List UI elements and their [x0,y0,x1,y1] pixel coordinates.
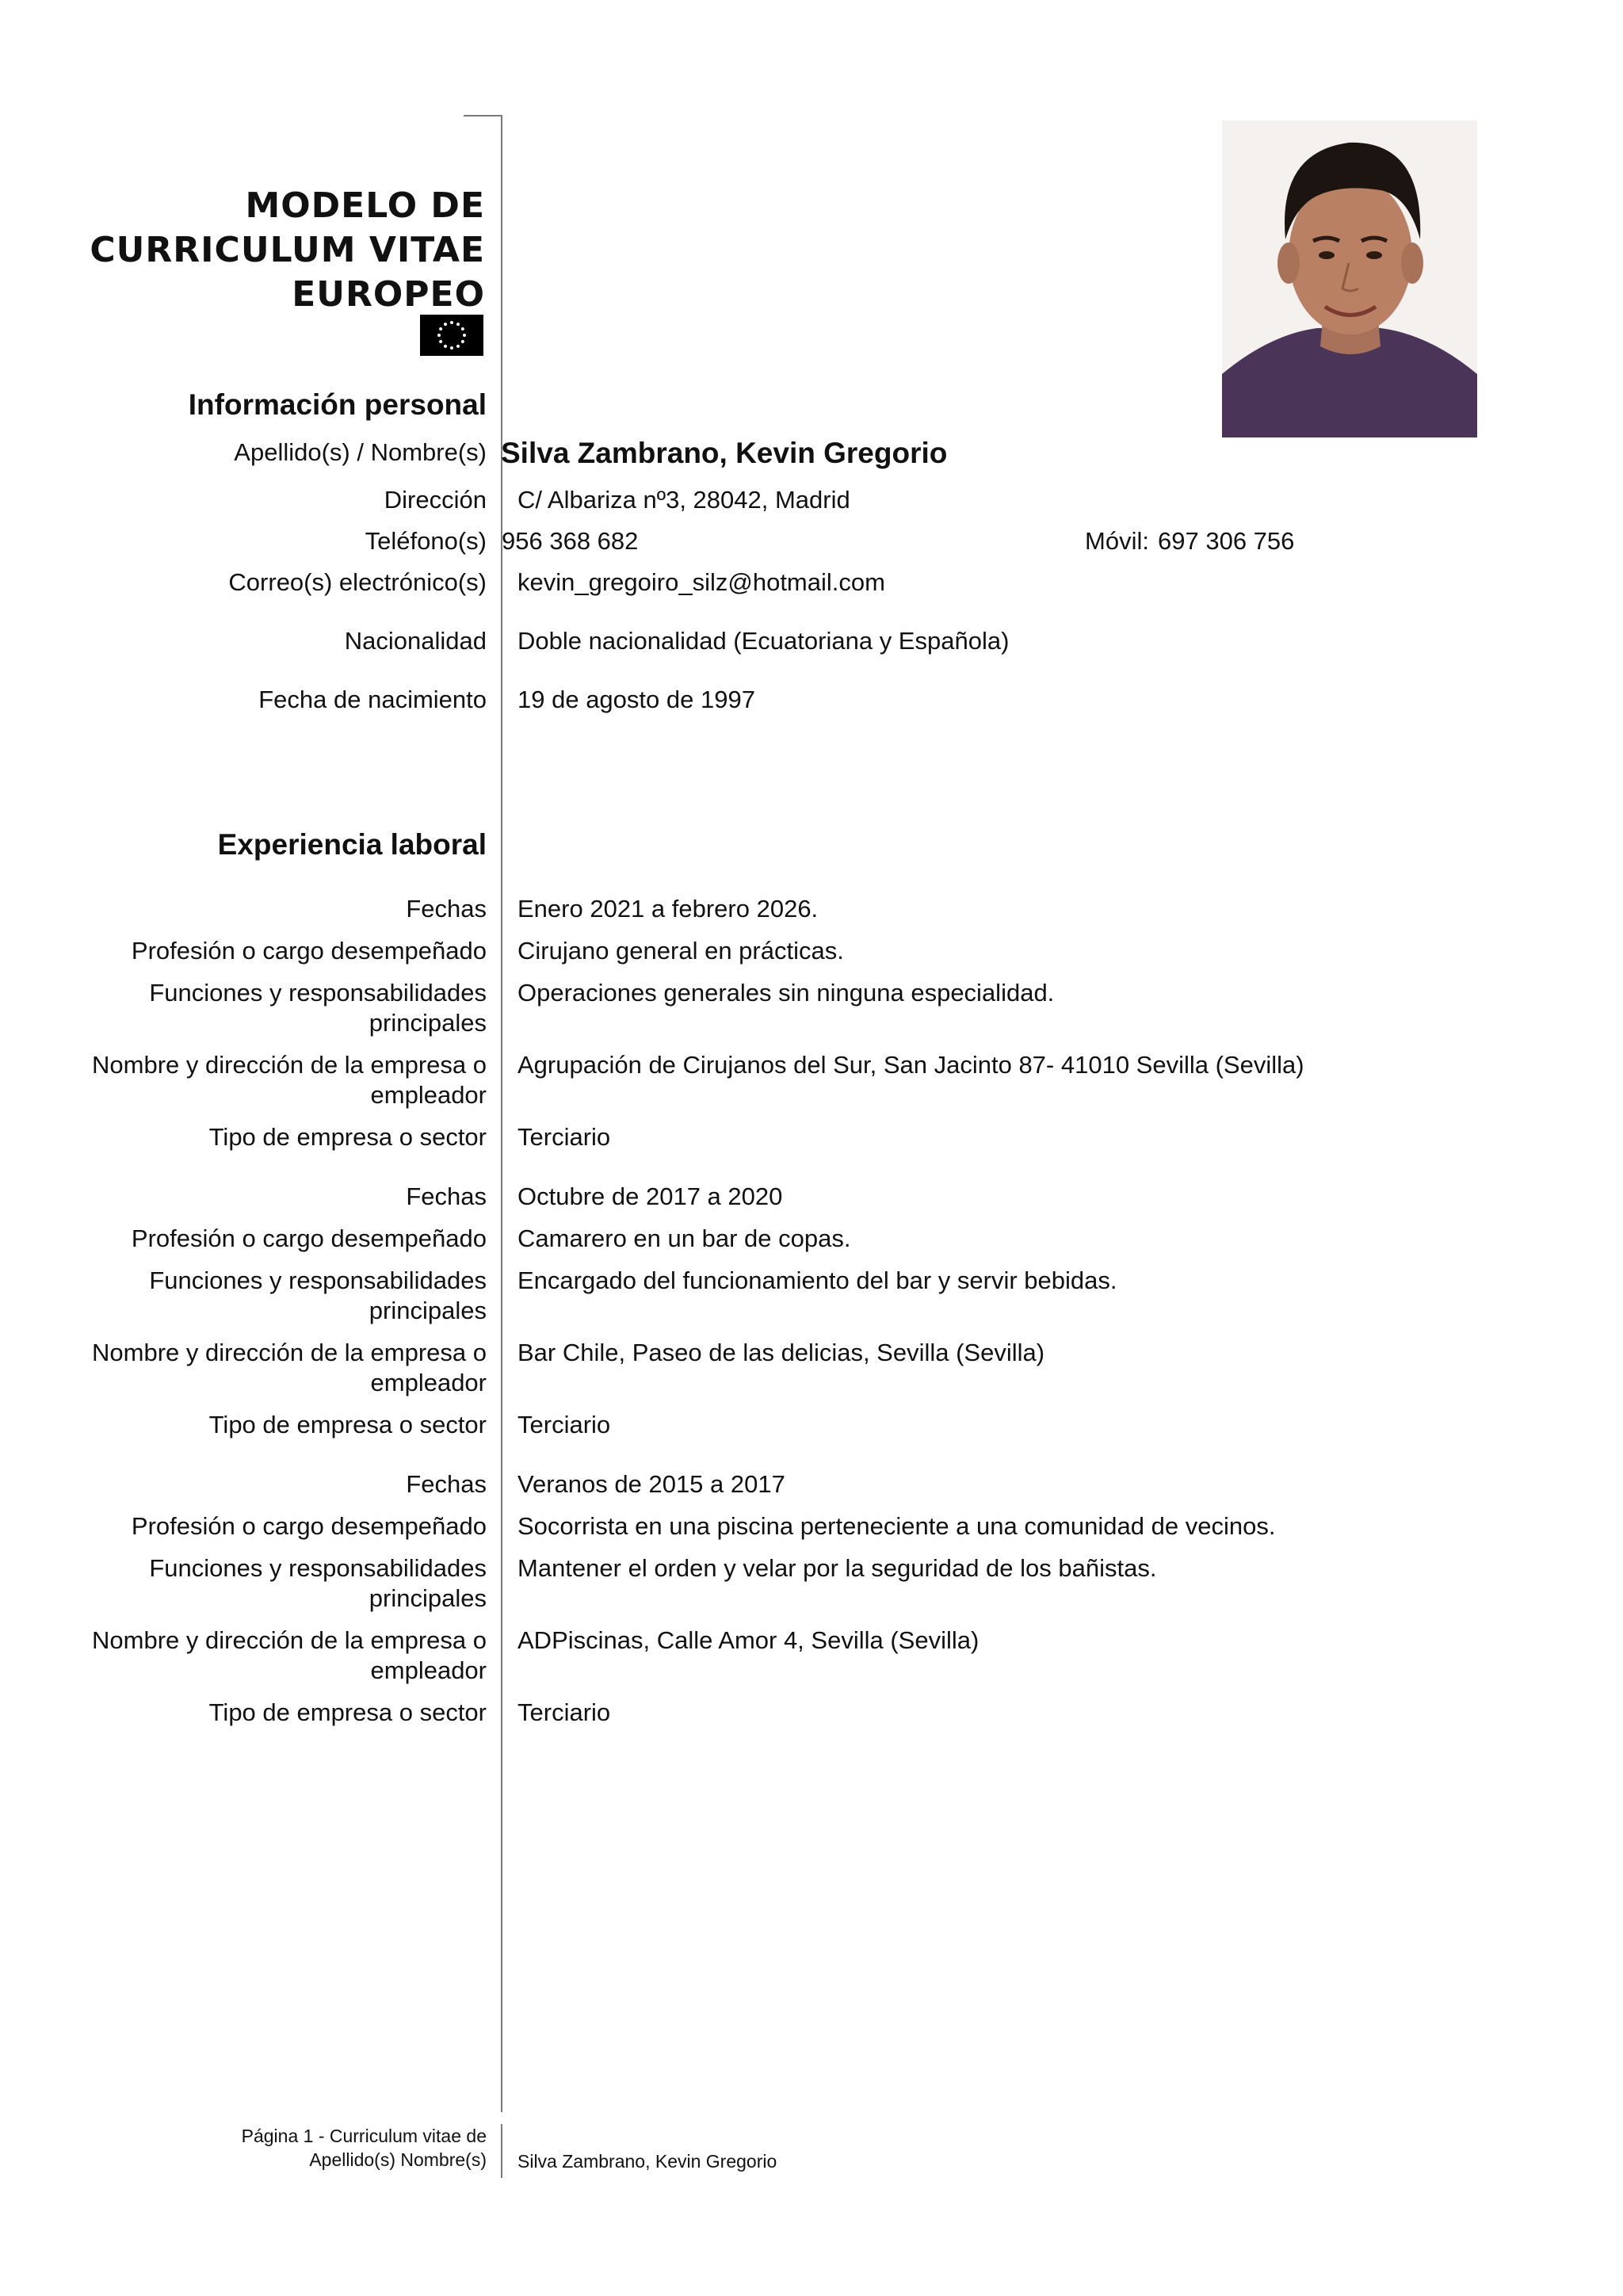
job-sector-label: Tipo de empresa o sector [208,1123,487,1151]
flag-star-icon [450,321,453,324]
flag-star-icon [463,334,466,337]
job-duties-value: Mantener el orden y velar por la seguridad de los bañistas. [517,1554,1157,1582]
job-sector-label: Tipo de empresa o sector [208,1698,487,1726]
flag-star-icon [461,340,464,343]
section-heading-experience: Experiencia laboral [217,828,487,861]
job-duties-label: Funciones y responsabilidades principales [149,1266,487,1324]
job-position-value: Camarero en un bar de copas. [517,1224,851,1252]
footer-page-label [242,2124,487,2172]
job-sector-value: Terciario [517,1411,611,1438]
birth-label: Fecha de nacimiento [258,686,487,713]
address-value: C/ Albariza nº3, 28042, Madrid [517,486,850,514]
phone-value: 956 368 682 [502,527,639,555]
job-duties-label: Funciones y responsabilidades principales [149,1554,487,1612]
nationality-label: Nacionalidad [344,627,487,655]
job-dates-value: Enero 2021 a febrero 2026. [517,895,819,923]
divider-top-tick [464,115,502,117]
nationality-value: Doble nacionalidad (Ecuatoriana y Española) [517,627,1010,655]
job-duties-value: Operaciones generales sin ninguna especialidad. [517,979,1055,1007]
job-employer-value: ADPiscinas, Calle Amor 4, Sevilla (Sevilla) [517,1626,980,1654]
address-label: Dirección [384,486,487,514]
job-dates-label: Fechas [406,1470,487,1498]
mobile-value: 697 306 756 [1158,527,1295,555]
job-employer-value: Bar Chile, Paseo de las delicias, Sevilla (Sevilla) [517,1339,1045,1366]
flag-star-icon [439,340,442,343]
cv-title: MODELO DE CURRICULUM VITAE EUROPEO [90,185,485,315]
footer-page-line2: Apellido(s) Nombre(s) [309,2149,487,2170]
flag-star-icon [444,345,447,348]
job-sector-label: Tipo de empresa o sector [208,1411,487,1438]
birth-value: 19 de agosto de 1997 [517,686,755,713]
job-position-label: Profesión o cargo desempeñado [131,1224,487,1252]
job-dates-value: Veranos de 2015 a 2017 [517,1470,785,1498]
name-label: Apellido(s) / Nombre(s) [234,438,487,466]
job-position-label: Profesión o cargo desempeñado [131,937,487,965]
email-label: Correo(s) electrónico(s) [228,568,487,596]
flag-star-icon [456,323,460,326]
job-employer-label: Nombre y dirección de la empresa o empleador [92,1626,487,1684]
footer-divider [501,2124,502,2178]
job-employer-label: Nombre y dirección de la empresa o empleador [92,1339,487,1396]
job-position-label: Profesión o cargo desempeñado [131,1512,487,1540]
job-sector-value: Terciario [517,1123,611,1151]
job-duties-label: Funciones y responsabilidades principales [149,979,487,1037]
email-value[interactable]: kevin_gregoiro_silz@hotmail.com [517,568,885,596]
job-dates-label: Fechas [406,1182,487,1210]
job-position-value: Cirujano general en prácticas. [517,937,844,965]
job-position-value: Socorrista en una piscina perteneciente a una comunidad de vecinos. [517,1512,1276,1540]
full-name: Silva Zambrano, Kevin Gregorio [501,437,948,469]
job-sector-value: Terciario [517,1698,611,1726]
job-dates-label: Fechas [406,895,487,923]
section-heading-personal: Información personal [188,388,487,421]
footer-page-line1: Página 1 - Curriculum vitae de [241,2126,487,2146]
flag-star-icon [456,345,460,348]
eu-flag-icon [420,315,483,356]
mobile-label: Móvil: [1085,527,1149,555]
vertical-divider [501,115,502,2112]
profile-photo [1222,120,1477,437]
flag-star-icon [461,327,464,330]
job-employer-value: Agrupación de Cirujanos del Sur, San Jacinto 87- 41010 Sevilla (Sevilla) [517,1051,1304,1079]
phone-label: Teléfono(s) [365,527,487,555]
job-employer-label: Nombre y dirección de la empresa o empleador [92,1051,487,1109]
flag-star-icon [444,323,447,326]
footer-name: Silva Zambrano, Kevin Gregorio [517,2151,777,2172]
flag-star-icon [439,327,442,330]
job-duties-value: Encargado del funcionamiento del bar y servir bebidas. [517,1266,1117,1294]
flag-star-icon [450,346,453,350]
flag-star-icon [437,334,441,337]
job-dates-value: Octubre de 2017 a 2020 [517,1182,783,1210]
